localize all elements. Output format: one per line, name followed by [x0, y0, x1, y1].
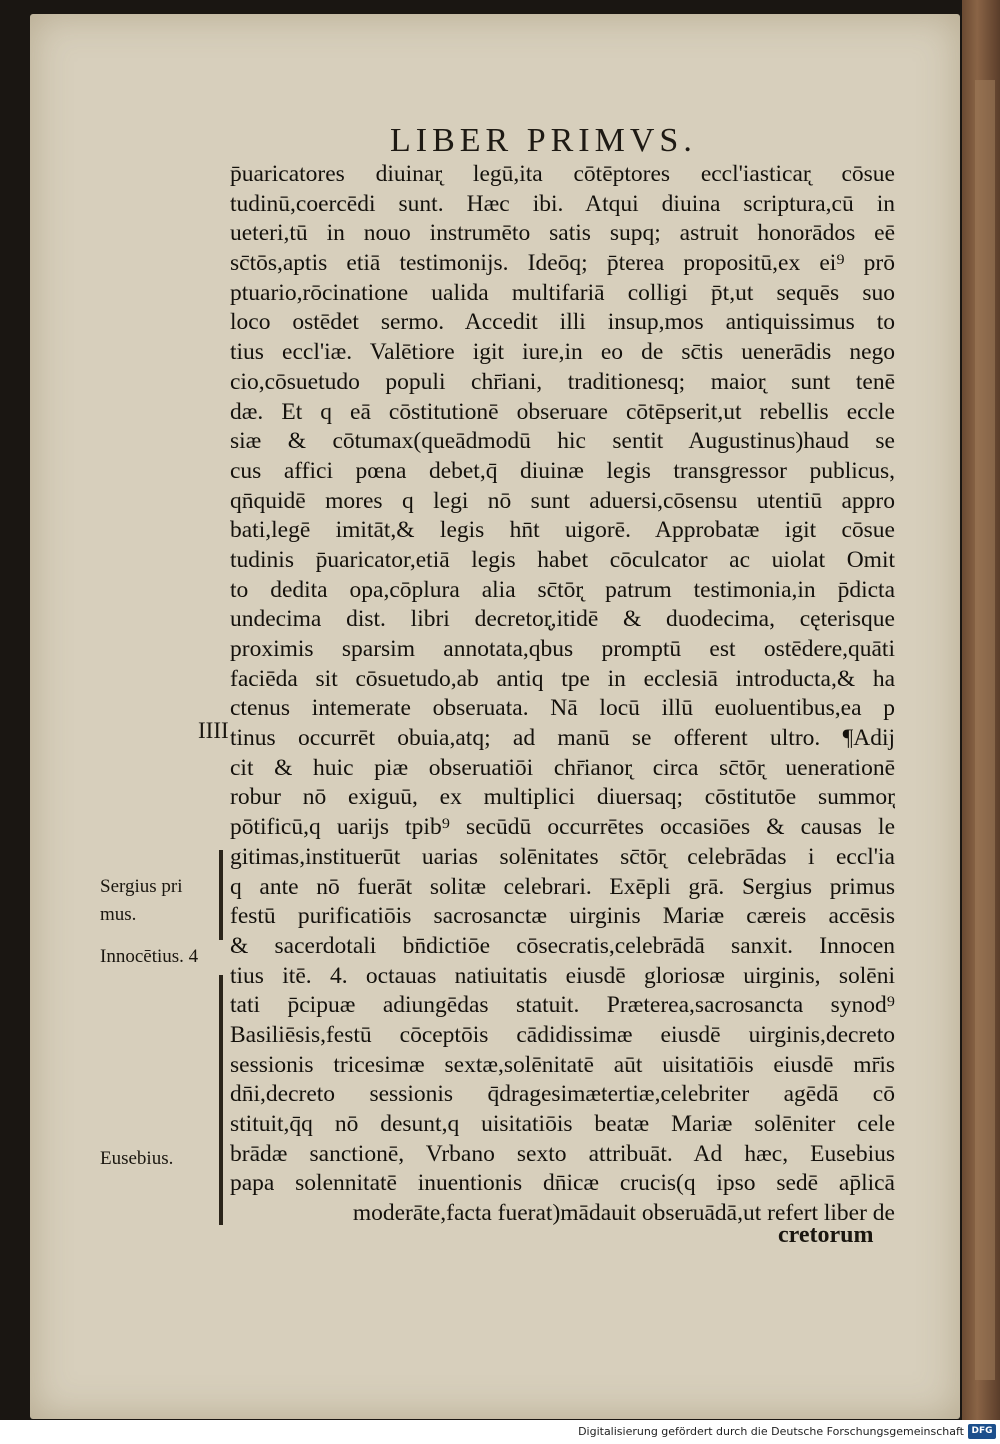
margin-brace-2 [219, 975, 223, 1225]
text-line: tudinis p̄uaricator,etiā legis habet cōculcator ac uiolat Omit [230, 546, 895, 573]
text-line: undecima dist. libri decretor̨,itidē & duodecima, cęterisque [230, 606, 895, 633]
text-line: festū purificatiōis sacrosanctæ uirginis Mariæ cæreis accēsis [230, 903, 895, 930]
margin-section-number: IIII [198, 718, 229, 743]
catchword: cretorum [778, 1222, 874, 1248]
margin-brace-1 [219, 850, 223, 940]
text-line: ptuario,rōcinatione ualida multifariā colligi p̄t,ut sequēs suo [230, 279, 895, 306]
text-line: p̄uaricatores diuinar̨ legū,ita cōtēptores eccl'iasticar̨ cōsue [230, 161, 895, 187]
text-line: gitimas,instituerūt uarias solēnitates sc̄tōr̨ celebrādas i eccl'ia [230, 843, 895, 870]
text-line: cus affici pœna debet,q̄ diuinæ legis transgressor publicus, [230, 457, 895, 484]
text-line: stituit,q̄q nō desunt,q uisitatiōis beatæ Mariæ solēniter cele [230, 1111, 895, 1137]
text-line: & sacerdotali bn̄dictiōe cōsecratis,celebrādā sanxit. Innocen [230, 932, 895, 959]
text-line: faciēda sit cōsuetudo,ab antiq tpe in ecclesiā introducta,& ha [230, 665, 895, 692]
text-line: to dedita opa,cōplura alia sc̄tōr̨ patrum testimonia,in p̄dicta [230, 576, 895, 603]
margin-note-sergius-1: Sergius pri [100, 876, 183, 897]
text-line: moderāte,facta fuerat)mādauit obseruādā,ut refert liber de [352, 1200, 895, 1227]
text-line: siæ & cōtumax(queādmodū hic sentit Augustinus)haud se [230, 428, 895, 455]
text-line: ctenus intemerate obseruata. Nā locū illū euoluentibus,ea p [230, 695, 895, 722]
text-line: sessionis tricesimæ sextæ,solēnitatē aūt uisitatiōis eiusdē mr̄is [230, 1051, 895, 1078]
text-line: Basiliēsis,festū cōceptōis cādidissimæ eiusdē uirginis,decreto [230, 1021, 895, 1048]
text-line: tinus occurrēt obuia,atq; ad manū se offerent ultro. ¶Adij [230, 725, 895, 752]
text-line: tius itē. 4. octauas natiuitatis eiusdē gloriosæ uirginis, solēni [230, 962, 895, 989]
text-line: pōtificū,q uarijs tpib⁹ secūdū occurrētes occasiōes & causas le [230, 814, 895, 841]
text-line: papa solennitatē inuentionis dn̄icæ crucis(q ipso sedē ap̄licā [230, 1170, 895, 1197]
text-line: q ante nō fuerāt solitæ celebrari. Exēpli grā. Sergius primus [230, 873, 895, 900]
text-line: dæ. Et q eā cōstitutionē obseruare cōtēpserit,ut rebellis eccle [230, 398, 895, 425]
running-title: LIBER PRIMVS. [390, 122, 697, 159]
book-edge [975, 80, 995, 1380]
text-line: ueteri,tū in nouo instrumēto satis supq; astruit honorādos eē [230, 220, 895, 247]
text-line: loco ostēdet sermo. Accedit illi insup,mos antiquissimus to [230, 309, 895, 336]
text-line: proximis sparsim annotata,qbus promptū est ostēdere,quāti [230, 636, 895, 662]
text-line: brādæ sanctionē, Vrbano sexto attribuāt. Ad hæc, Eusebius [230, 1140, 895, 1167]
main-text-block [230, 160, 895, 1229]
margin-note-innocentius: Innocētius. 4 [100, 946, 199, 967]
text-line: tati p̄cipuæ adiungēdas statuit. Præterea,sacrosancta synod⁹ [230, 992, 895, 1019]
footer-bar [0, 1420, 1000, 1444]
text-line: bati,legē imitāt,& legis hn̄t uigorē. Approbatæ igit cōsue [230, 517, 895, 544]
text-line: cio,cōsuetudo populi chr̄iani, traditionesq; maior̨ sunt tenē [230, 368, 895, 395]
text-line: tudinū,coercēdi sunt. Hæc ibi. Atqui diuina scriptura,cū in [230, 190, 895, 217]
margin-note-eusebius: Eusebius. [100, 1148, 174, 1169]
margin-note-sergius-2: mus. [100, 904, 137, 925]
text-line: qn̄quidē mores q legi nō sunt aduersi,cōsensu utentiū appro [230, 487, 895, 514]
text-line: cit & huic piæ obseruatiōi chr̄ianor̨ circa sc̄tōr̨ uenerationē [230, 754, 895, 781]
text-line: tius eccl'iæ. Valētiore igit iure,in eo de sc̄tis uenerādis nego [230, 339, 895, 366]
text-line: dn̄i,decreto sessionis q̄dragesimætertiæ,celebriter agēdā cō [230, 1081, 895, 1108]
footer-credit: Digitalisierung gefördert durch die Deutsche Forschungsgemeinschaft [578, 1425, 964, 1438]
text-line: robur nō exiguū, ex multiplici diuersaq; cōstitutōe summor̨ [230, 784, 895, 811]
dfg-logo: DFG [968, 1424, 996, 1439]
text-line: sc̄tōs,aptis etiā testimonijs. Ideōq; p̄terea propositū,ex ei⁹ prō [230, 250, 895, 277]
